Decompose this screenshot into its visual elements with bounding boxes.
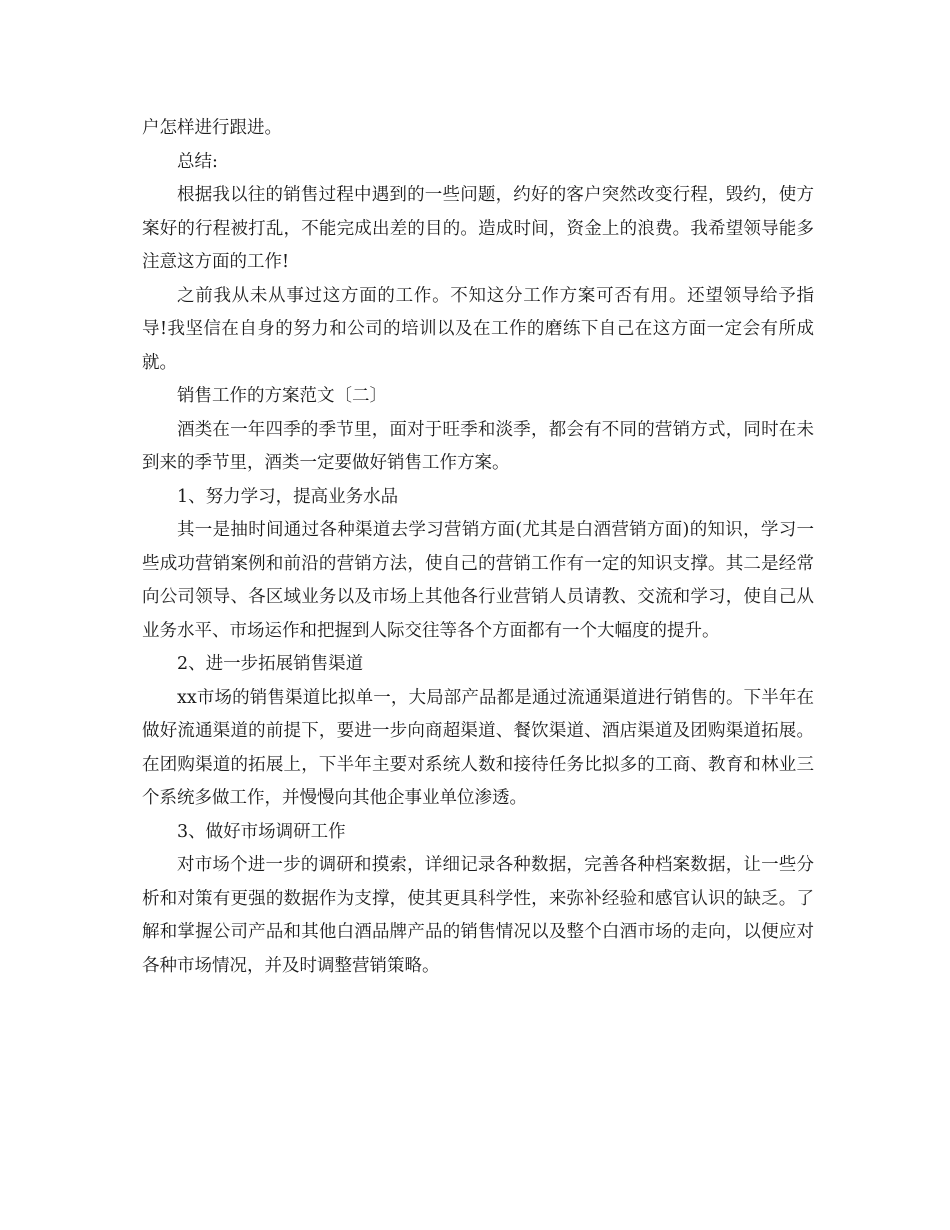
paragraph-item-3: 对市场个进一步的调研和摸索，详细记录各种数据，完善各种档案数据，让一些分析和对策有更强的数据作为支撑，使其更具科学性，来弥补经验和感官认识的缺乏。了解和掌握公司产品和其他白酒品牌产品的销售情况以及整个白酒市场的走向，以便应对各种市场情况，并及时调整营销策略。 xyxy=(142,855,814,976)
section-title: 销售工作的方案范文〔二〕 xyxy=(177,386,387,406)
paragraph-item-2: xx市场的销售渠道比拟单一，大局部产品都是通过流通渠道进行销售的。下半年在做好流通渠道的前提下，要进一步向商超渠道、餐饮渠道、酒店渠道及团购渠道拓展。在团购渠道的拓展上，下半年主要对系统人数和接待任务比拟多的工商、教育和林业三个系统多做工作，并慢慢向其他企事业单位渗透。 xyxy=(142,687,814,808)
paragraph-intro: 酒类在一年四季的季节里，面对于旺季和淡季，都会有不同的营销方式，同时在未到来的季节里，酒类一定要做好销售工作方案。 xyxy=(142,419,814,473)
document-page xyxy=(142,112,814,983)
paragraph-closing: 之前我从未从事过这方面的工作。不知这分工作方案可否有用。还望领导给予指导!我坚信在自身的努力和公司的培训以及在工作的磨练下自己在这方面一定会有所成就。 xyxy=(142,285,814,373)
paragraph-item-1: 其一是抽时间通过各种渠道去学习营销方面(尤其是白酒营销方面)的知识，学习一些成功营销案例和前沿的营销方法，使自己的营销工作有一定的知识支撑。其二是经常向公司领导、各区域业务以及市场上其他各行业营销人员请教、交流和学习，使自己从业务水平、市场运作和把握到人际交往等各个方面都有一个大幅度的提升。 xyxy=(142,520,814,641)
heading-item-1: 1、努力学习，提高业务水品 xyxy=(177,486,399,507)
heading-item-2: 2、进一步拓展销售渠道 xyxy=(177,654,364,674)
paragraph-summary-heading: 总结: xyxy=(177,151,218,172)
paragraph-continuation: 户怎样进行跟进。 xyxy=(142,118,282,138)
heading-item-3: 3、做好市场调研工作 xyxy=(177,821,346,842)
paragraph-summary-body: 根据我以往的销售过程中遇到的一些问题，约好的客户突然改变行程，毁约，使方案好的行程被打乱，不能完成出差的目的。造成时间，资金上的浪费。我希望领导能多注意这方面的工作! xyxy=(142,185,814,272)
